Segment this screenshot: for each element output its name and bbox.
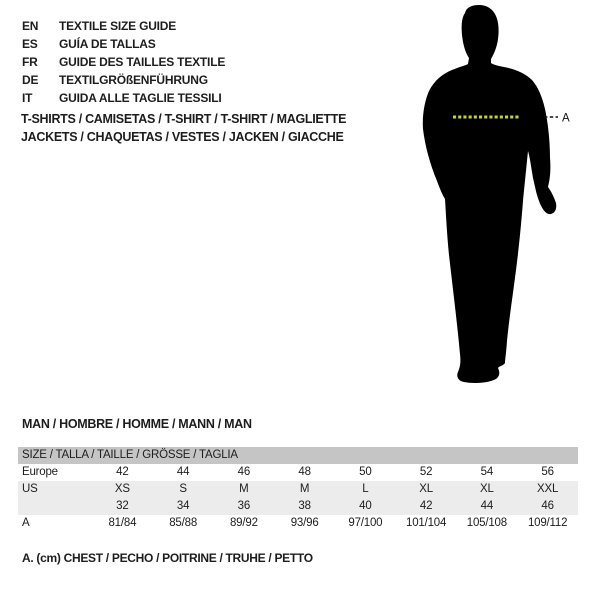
size-cell: 89/92 bbox=[229, 517, 258, 529]
size-cell: L bbox=[362, 483, 369, 495]
size-cell: XL bbox=[419, 483, 433, 495]
language-code: DE bbox=[22, 73, 39, 87]
size-cell: S bbox=[179, 483, 187, 495]
garment-line-jackets: JACKETS / CHAQUETAS / VESTES / JACKEN / GIACCHE bbox=[21, 130, 344, 144]
row-label bbox=[18, 498, 92, 515]
size-cell: 56 bbox=[541, 466, 554, 478]
size-cell: XL bbox=[480, 483, 494, 495]
size-cell: 109/112 bbox=[527, 517, 568, 529]
size-cell: 93/96 bbox=[290, 517, 319, 529]
size-cell: 101/104 bbox=[406, 517, 447, 529]
size-table-header: SIZE / TALLA / TAILLE / GRÖSSE / TAGLIA bbox=[18, 447, 578, 464]
row-label: US bbox=[22, 483, 38, 495]
measurement-footnote: A. (cm) CHEST / PECHO / POITRINE / TRUHE / PETTO bbox=[22, 551, 313, 565]
size-table bbox=[18, 447, 578, 532]
language-code: FR bbox=[22, 55, 38, 69]
language-code: EN bbox=[22, 19, 39, 33]
language-label: GUIDE DES TAILLES TEXTILE bbox=[59, 55, 226, 69]
size-cell: 44 bbox=[176, 466, 190, 478]
table-row-chest-cm bbox=[18, 515, 578, 532]
garment-line-tshirts: T-SHIRTS / CAMISETAS / T-SHIRT / T-SHIRT / MAGLIETTE bbox=[21, 112, 347, 126]
size-cell: 54 bbox=[480, 466, 494, 478]
size-cell: 34 bbox=[176, 500, 190, 512]
size-cell: 81/84 bbox=[108, 517, 137, 529]
size-cell: 36 bbox=[237, 500, 251, 512]
language-label: TEXTILGRÖßENFÜHRUNG bbox=[59, 73, 208, 87]
size-cell: 50 bbox=[359, 466, 372, 478]
figure-diagram bbox=[400, 0, 600, 400]
language-row bbox=[22, 35, 225, 53]
section-title-man: MAN / HOMBRE / HOMME / MANN / MAN bbox=[22, 417, 252, 431]
garment-categories bbox=[21, 110, 346, 146]
size-cell: 44 bbox=[480, 500, 494, 512]
table-row-us bbox=[18, 481, 578, 498]
language-code: ES bbox=[22, 37, 38, 51]
size-cell: 46 bbox=[541, 500, 554, 512]
man-silhouette-shape bbox=[423, 5, 556, 383]
size-cell: 42 bbox=[116, 466, 129, 478]
size-cell: XS bbox=[114, 483, 130, 495]
row-label: A bbox=[22, 517, 30, 529]
language-label: TEXTILE SIZE GUIDE bbox=[59, 19, 177, 33]
size-cell: 85/88 bbox=[169, 517, 198, 529]
language-row bbox=[22, 17, 225, 35]
size-cell: 52 bbox=[419, 466, 433, 478]
size-cell: 46 bbox=[237, 466, 251, 478]
size-cell: 42 bbox=[419, 500, 433, 512]
row-label: Europe bbox=[22, 466, 58, 478]
man-silhouette-icon bbox=[400, 0, 600, 400]
size-cell: 48 bbox=[298, 466, 311, 478]
language-row bbox=[22, 71, 225, 89]
measurement-label-a: A bbox=[562, 112, 570, 125]
table-row-europe bbox=[18, 464, 578, 481]
size-cell: 40 bbox=[359, 500, 372, 512]
size-cell: 105/108 bbox=[466, 517, 507, 529]
language-list bbox=[22, 17, 225, 107]
language-code: IT bbox=[22, 91, 33, 105]
table-row-numeric bbox=[18, 498, 578, 515]
size-cell: 32 bbox=[116, 500, 129, 512]
language-row bbox=[22, 53, 225, 71]
language-label: GUÍA DE TALLAS bbox=[59, 37, 156, 51]
size-cell: XXL bbox=[537, 483, 559, 495]
size-cell: 38 bbox=[298, 500, 311, 512]
size-cell: M bbox=[299, 483, 310, 495]
language-row bbox=[22, 89, 225, 107]
language-label: GUIDA ALLE TAGLIE TESSILI bbox=[59, 91, 222, 105]
size-cell: 97/100 bbox=[348, 517, 383, 529]
size-cell: M bbox=[239, 483, 249, 495]
